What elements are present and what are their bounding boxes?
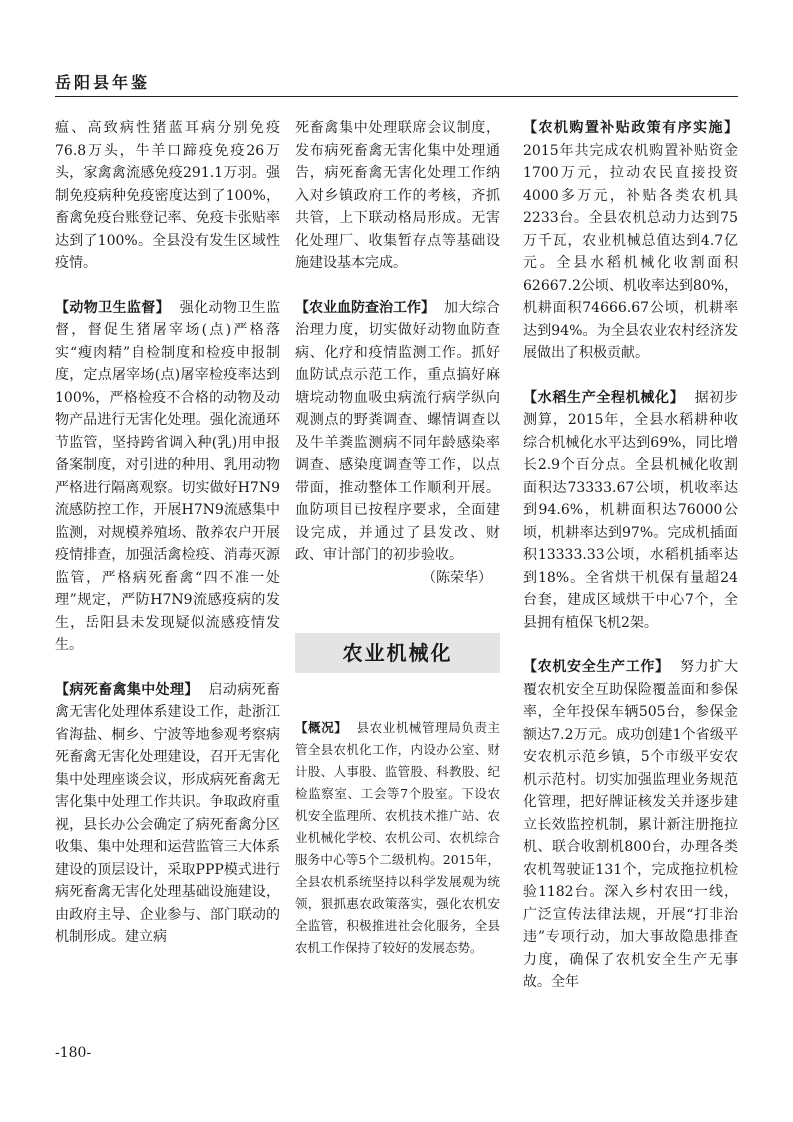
- section-title-box: 农业机械化: [295, 633, 500, 673]
- section-body: 县农业机械管理局负责主管全县农机化工作，内设办公室、财计股、人事股、监管股、科教股、纪检监察室、工会等7个股室。下设农机安全监理所、农机技术推广站、农业机械化学校、农机公司、农机综合服务中心等5个二级机构。2015年，全县农机系统坚持以科学发展观为统领，狠抓惠农政策落实，强化农机安全监管，积极推进社会化服务，全县农机工作保持了较好的发展态势。: [295, 720, 500, 955]
- section-schistosomiasis: [295, 297, 500, 567]
- section-body: 启动病死畜禽无害化处理体系建设工作，赴浙江省海盐、桐乡、宁波等地参观考察病死畜禽无害化处理建设，召开无害化集中处理座谈会议，形成病死畜禽无害化集中处理工作共识。争取政府重视，县长办公会确定了病死畜禽分区收集、集中处理和运营监管三大体系建设的顶层设计，采取PPP模式进行病死畜禽无害化处理基础设施建设，由政府主导、企业参与、部门联动的机制形成。建立病: [55, 681, 281, 945]
- header-divider: [55, 96, 738, 97]
- section-body: 据初步测算，2015年，全县水稻耕种收综合机械化水平达到69%，同比增长2.9个百分点。全县机械化收割面积达73333.67公顷，机收率达到94.6%，机耕面积达76000公顷，机耕率达到97%。完成机插面积13333.33公顷，水稻机插率达到18%。全省烘干机保有量超24台套，建成区域烘干中心7个，全县拥有植保飞机2架。: [523, 389, 739, 631]
- yearbook-title: 岳阳县年鉴: [55, 73, 151, 92]
- section-body: 强化动物卫生监督，督促生猪屠宰场(点)严格落实“瘦肉精”自检制度和检疫申报制度，定点屠宰场(点)屠宰检疫率达到100%，严格检疫不合格的动物及动物产品进行无害化处理。强化流通环节监管，坚持跨省调入种(乳)用申报备案制度，对引进的种用、乳用动物严格进行隔离观察。切实做好H7N9流感防控工作，开展H7N9流感集中监测，对规模养殖场、散养农户开展疫情排查，加强活禽检疫、消毒灭源监管，严格病死畜禽“四不准一处理”规定，严防H7N9流感疫病的发生，岳阳县未发现疑似流感疫情发生。: [55, 299, 281, 653]
- section-heading: 【概况】: [295, 720, 348, 735]
- column-middle: [295, 117, 500, 959]
- section-heading: 【农机安全生产工作】: [523, 659, 670, 675]
- section-overview: [295, 717, 500, 959]
- section-machinery-safety: [523, 656, 738, 994]
- section-heading: 【农业血防查治工作】: [295, 299, 436, 316]
- section-heading: 【农机购置补贴政策有序实施】: [523, 120, 738, 136]
- section-animal-health: [55, 297, 280, 657]
- column-left: [55, 117, 280, 949]
- paragraph-epidemic: 瘟、高致病性猪蓝耳病分别免疫76.8万头，牛羊口蹄疫免疫26万头，家禽禽流感免疫291.1万羽。强制免疫病种免疫密度达到了100%，畜禽免疫台账登记率、免疫卡张贴率达到了100%。全县没有发生区域性疫情。: [55, 120, 280, 271]
- section-heading: 【动物卫生监督】: [55, 299, 171, 316]
- page-number: -180-: [55, 1045, 92, 1061]
- author-signature: （陈荣华）: [422, 569, 492, 586]
- section-body: 加大综合治理力度，切实做好动物血防查病、化疗和疫情监测工作。抓好血防试点示范工作，重点搞好麻塘垸动物血吸虫病流行病学纵向观测点的野粪调查、螺情调查以及牛羊粪监测病不同年龄感染率调查、感染度调查等工作，以点带面，推动整体工作顺利开展。血防项目已按程序要求，全面建设完成，并通过了县发改、财政、审计部门的初步验收。: [295, 299, 501, 563]
- section-heading: 【病死畜禽集中处理】: [55, 681, 199, 698]
- section-body: 努力扩大覆农机安全互助保险覆盖面和参保率，全年投保车辆505台，参保金额达7.2万元。成功创建1个省级平安农机示范乡镇，5个市级平安农机示范村。切实加强监理业务规范化管理，把好牌证核发关并逐步建立长效监控机制，累计新注册拖拉机、联合收割机800台，办理各类农机驾驶证131个，完成拖拉机检验1182台。深入乡村农田一线，广泛宣传法律法规，开展“打非治违”专项行动，加大事故隐患排查力度，确保了农机安全生产无事故。全年: [523, 659, 739, 990]
- paragraph-continued: 死畜禽集中处理联席会议制度，发布病死畜禽无害化集中处理通告，病死畜禽无害化处理工作纳入对乡镇政府工作的考核，齐抓共管，上下联动格局形成。无害化处理厂、收集暂存点等基础设施建设基本完成。: [295, 120, 500, 271]
- section-body: 2015年共完成农机购置补贴资金1700万元，拉动农民直接投资4000多万元，补贴各类农机具2233台。全县农机总动力达到75万千瓦，农业机械总值达到4.7亿元。全县水稻机械化收割面积62667.2公顷、机收率达到80%，机耕面积74666.67公顷，机耕率达到94%。为全县农业农村经济发展做出了积极贡献。: [523, 142, 739, 361]
- section-dead-livestock: [55, 679, 280, 949]
- section-rice-mechanization: [523, 387, 738, 635]
- column-right: [523, 117, 738, 994]
- section-heading: 【水稻生产全程机械化】: [523, 389, 685, 406]
- section-subsidy: [523, 117, 738, 365]
